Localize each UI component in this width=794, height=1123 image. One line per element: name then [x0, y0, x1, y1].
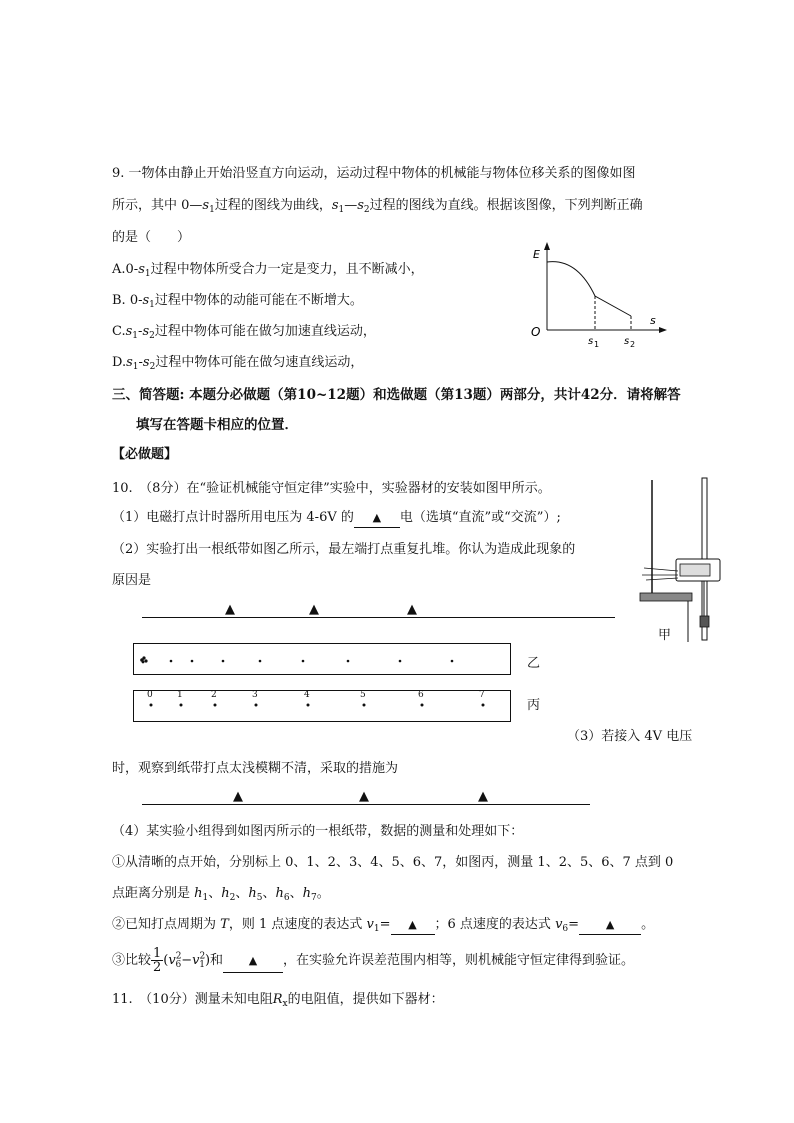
q10-step1-line2: 点距离分别是 $h_1$、$h_2$、$h_5$、$h_6$、$h_7$。	[112, 886, 330, 903]
q9-option-a[interactable]: $A.0-s_1$过程中物体所受合力一定是变力，且不断减小，	[112, 262, 424, 279]
section3-heading-line1: 三、简答题: 本题分必做题（第10~12题）和选做题（第13题）两部分，共计42分．请将解答	[112, 387, 681, 403]
q9-option-b[interactable]: B. $0-s_1$过程中物体的动能可能在不断增大。	[112, 293, 363, 310]
q10-part4-intro: （4）某实验小组得到如图丙所示的一根纸带，数据的测量和处理如下：	[112, 824, 524, 839]
tape-number: 3	[252, 690, 258, 700]
q10-part2-line1: （2）实验打出一根纸带如图乙所示，最左端打点重复扎堆。你认为造成此现象的	[112, 542, 576, 557]
weight	[700, 616, 709, 627]
q10-step2: ②已知打点周期为 T，则 1 点速度的表达式 $v_1=$ ▲ ；6 点速度的表达式 $v_6=$ ▲ 。	[112, 917, 655, 934]
x-axis-label: s	[650, 314, 656, 327]
tick-s2: s	[624, 336, 630, 347]
wires	[642, 568, 678, 580]
q10-part1-answer-blank[interactable]: ▲	[354, 509, 400, 528]
origin-label: O	[531, 325, 541, 339]
q10-part3-answer-line[interactable]	[142, 804, 590, 805]
x-axis-arrow-icon	[659, 327, 667, 333]
paper-tape-yi	[133, 643, 511, 675]
tape-number: 6	[418, 690, 424, 700]
tape-yi-dots	[134, 644, 510, 674]
q9-option-d[interactable]: $D.s_1-s_2$过程中物体可能在做匀速直线运动，	[112, 355, 364, 372]
required-section-label: 【必做题】	[112, 447, 178, 462]
q10-part2-answer-line[interactable]	[142, 617, 615, 618]
paper-tape-bing	[133, 690, 511, 722]
energy-displacement-graph	[525, 238, 675, 350]
figure-label-bing: 丙	[527, 698, 541, 713]
answer-marker: ▲	[359, 789, 369, 804]
q10-step3: ③比较 $\frac{1}{2}$ $(v^2_6-v^2_1)$和 ▲ ，在实验允许误差范围内相等，则机械能守恒定律得到验证。	[112, 946, 635, 975]
tape-number: 7	[479, 690, 485, 700]
tape-number: 5	[360, 690, 366, 700]
tape-bing-dots	[134, 691, 510, 721]
energy-curve	[547, 262, 631, 316]
q9-option-c[interactable]: $C.s_1-s_2$过程中物体可能在做匀加速直线运动，	[112, 324, 376, 341]
tick-s2-sub: 2	[630, 340, 636, 349]
q10-stem: 10. （8分）在“验证机械能守恒定律”实验中，实验器材的安装如图甲所示。	[112, 481, 551, 496]
q9-stem-line1: 9. 一物体由静止开始沿竖直方向运动，运动过程中物体的机械能与物体位移关系的图像如图	[112, 166, 636, 181]
q9-stem-line2: 所示，其中 $0—s_1$过程的图线为曲线，$s_1—s_2$过程的图线为直线。根据该图像，下列判断正确	[112, 198, 643, 215]
answer-marker: ▲	[225, 602, 235, 617]
v1-answer-blank[interactable]: ▲	[391, 916, 435, 935]
compare-answer-blank[interactable]: ▲	[223, 950, 283, 973]
tape-number: 2	[211, 690, 217, 700]
answer-marker: ▲	[478, 789, 488, 804]
y-axis-arrow-icon	[544, 242, 550, 250]
answer-marker: ▲	[309, 602, 319, 617]
tape-number: 1	[177, 690, 183, 700]
tape-number: 0	[147, 690, 153, 700]
figure-label-yi: 乙	[527, 656, 541, 671]
q10-part1: （1）电磁打点计时器所用电压为 4-6V 的 ▲ 电（选填“直流”或“交流”）;	[112, 509, 561, 528]
q10-part2-line2: 原因是	[112, 573, 152, 588]
q10-part3-line2: 时，观察到纸带打点太浅模糊不清，采取的措施为	[112, 761, 399, 776]
answer-marker: ▲	[407, 602, 417, 617]
tick-s1-sub: 1	[594, 340, 600, 349]
fraction-one-half: $\frac{1}{2}$	[153, 946, 162, 975]
tick-s1: s	[588, 336, 594, 347]
apparatus-figure	[622, 476, 722, 646]
table-edge	[640, 593, 692, 601]
timer-coil	[680, 564, 710, 576]
q9-stem-line3: 的是（ ）	[112, 230, 191, 245]
tape-number: 4	[304, 690, 310, 700]
q10-part3-line1: （3）若接入 4V 电压	[567, 729, 693, 744]
q10-step1-line1: ①从清晰的点开始，分别标上 0、1、2、3、4、5、6、7，如图丙，测量 1、2、5、6、7 点到 0	[112, 855, 674, 870]
v6-answer-blank[interactable]: ▲	[579, 916, 641, 935]
q11-stem: 11. （10分）测量未知电阻$R_x$的电阻值，提供如下器材：	[112, 992, 444, 1009]
section3-heading-line2: 填写在答题卡相应的位置．	[136, 417, 298, 433]
figure-label-jia: 甲	[658, 628, 672, 643]
answer-marker: ▲	[233, 789, 243, 804]
y-axis-label: E	[533, 248, 540, 261]
